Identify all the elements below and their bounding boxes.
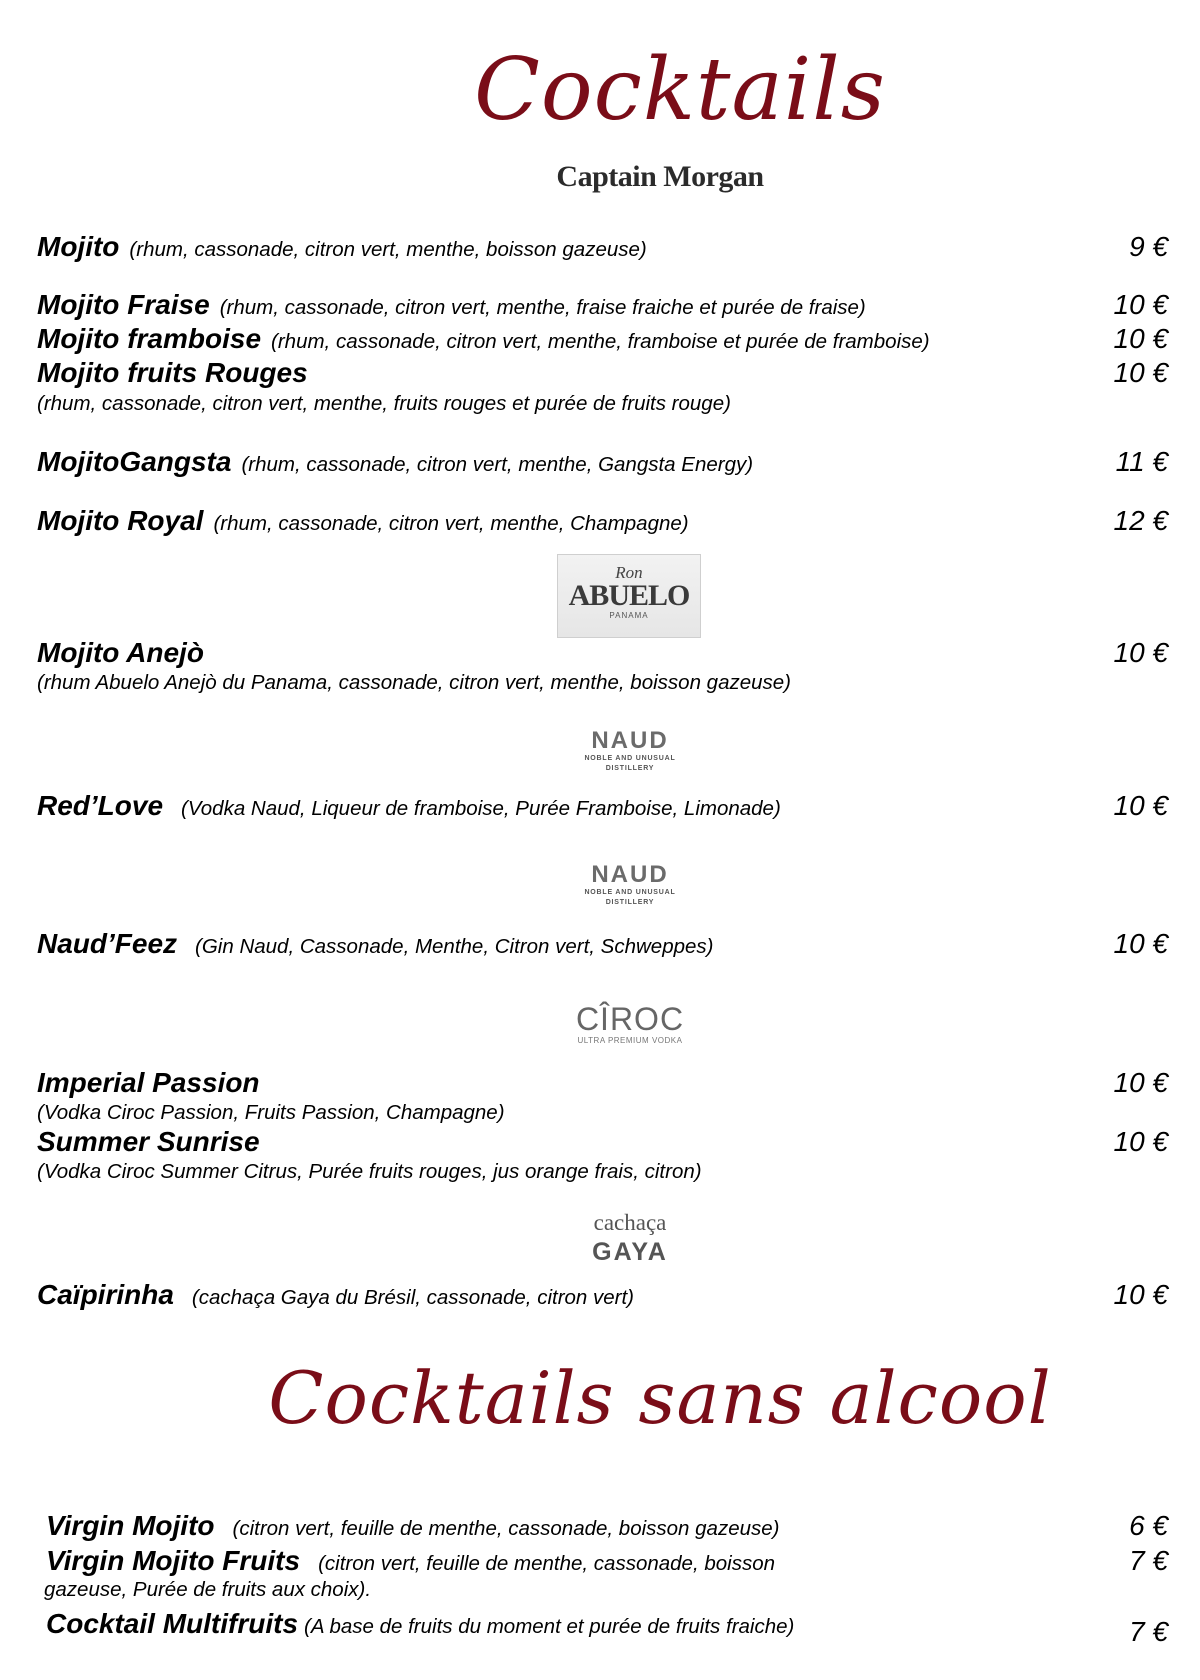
menu-item-mojitogangsta xyxy=(37,446,753,478)
item-description: (cachaça Gaya du Brésil, cassonade, citron vert) xyxy=(191,1286,635,1309)
ciroc-logo xyxy=(530,1002,730,1046)
menu-item-mojito xyxy=(37,231,647,263)
naud-sub-text: NOBLE AND UNUSUAL xyxy=(584,889,676,896)
item-description: (citron vert, feuille de menthe, cassonade, boisson xyxy=(318,1552,776,1575)
naud-sub-text: DISTILLERY xyxy=(605,899,655,906)
item-name: Caïpirinha xyxy=(37,1279,174,1310)
menu-item-cocktail-multifruits xyxy=(46,1608,794,1640)
menu-item-mojito-framboise xyxy=(37,323,930,355)
item-description: (citron vert, feuille de menthe, cassonade, boisson gazeuse) xyxy=(232,1517,780,1540)
menu-item-caipirinha xyxy=(37,1279,634,1311)
naud-logo xyxy=(530,728,730,774)
item-price: 10 € xyxy=(1113,1067,1168,1098)
item-name: Mojito Anejò xyxy=(37,637,204,668)
abuelo-logo xyxy=(557,554,701,638)
menu-item-mojito-fraise xyxy=(37,289,866,321)
gaya-logo xyxy=(530,1210,730,1268)
item-name: Mojito Royal xyxy=(37,505,204,536)
naud-name-text: NAUD xyxy=(591,727,669,754)
abuelo-name-text: ABUELO xyxy=(568,579,690,612)
item-description: (A base de fruits du moment et purée de fruits fraiche) xyxy=(304,1615,795,1638)
item-name: Red’Love xyxy=(37,790,164,821)
menu-item-mojito-fruits-rouges xyxy=(37,357,308,389)
item-name: Virgin Mojito Fruits xyxy=(46,1545,301,1576)
item-description-continued: gazeuse, Purée de fruits aux choix). xyxy=(44,1578,372,1601)
item-price: 11 € xyxy=(1115,446,1168,477)
item-description: (Vodka Naud, Liqueur de framboise, Purée Framboise, Limonade) xyxy=(181,797,781,820)
item-description: (rhum Abuelo Anejò du Panama, cassonade, citron vert, menthe, boisson gazeuse) xyxy=(37,671,791,694)
ciroc-name-text: CÎROC xyxy=(575,1001,685,1037)
item-description: (rhum, cassonade, citron vert, menthe, Gangsta Energy) xyxy=(241,453,754,476)
abuelo-sub-text: PANAMA xyxy=(609,611,649,620)
item-description: (Gin Naud, Cassonade, Menthe, Citron vert, Schweppes) xyxy=(195,935,714,958)
naud-logo xyxy=(530,862,730,908)
abuelo-ron-text: Ron xyxy=(615,563,643,582)
item-price: 10 € xyxy=(1113,637,1168,668)
item-price: 10 € xyxy=(1113,357,1168,388)
item-description: (rhum, cassonade, citron vert, menthe, fruits rouges et purée de fruits rouge) xyxy=(37,392,731,415)
naud-sub-text: NOBLE AND UNUSUAL xyxy=(584,755,676,762)
item-description: (rhum, cassonade, citron vert, menthe, boisson gazeuse) xyxy=(129,238,647,261)
item-name: Mojito xyxy=(37,231,120,262)
menu-item-red-love xyxy=(37,790,781,822)
naud-name-text: NAUD xyxy=(591,861,669,888)
item-price: 10 € xyxy=(1113,928,1168,959)
item-description: (rhum, cassonade, citron vert, menthe, Champagne) xyxy=(213,512,689,535)
item-price: 10 € xyxy=(1113,790,1168,821)
item-name: Imperial Passion xyxy=(37,1067,260,1098)
item-name: MojitoGangsta xyxy=(37,446,232,477)
item-price: 10 € xyxy=(1113,1126,1168,1157)
item-description: (Vodka Ciroc Passion, Fruits Passion, Champagne) xyxy=(37,1101,505,1124)
item-name: Summer Sunrise xyxy=(37,1126,260,1157)
gaya-top-text: cachaça xyxy=(593,1210,667,1235)
item-name: Naud’Feez xyxy=(37,928,178,959)
ciroc-sub-text: ULTRA PREMIUM VODKA xyxy=(577,1036,683,1045)
menu-item-naud-feez xyxy=(37,928,713,960)
item-name: Mojito Fraise xyxy=(37,289,210,320)
menu-item-virgin-mojito-fruits xyxy=(46,1545,775,1577)
item-price: 10 € xyxy=(1113,1279,1168,1310)
menu-item-virgin-mojito xyxy=(46,1510,779,1542)
sans-alcool-title: Cocktails sans alcool xyxy=(268,1356,1052,1440)
item-price: 9 € xyxy=(1129,231,1168,262)
naud-sub-text: DISTILLERY xyxy=(605,765,655,772)
menu-item-mojito-royal xyxy=(37,505,689,537)
menu-title: Cocktails xyxy=(474,40,886,140)
menu-item-mojito-anejo xyxy=(37,637,204,669)
item-name: Mojito framboise xyxy=(37,323,262,354)
item-price: 10 € xyxy=(1113,289,1168,320)
item-description: (rhum, cassonade, citron vert, menthe, fraise fraiche et purée de fraise) xyxy=(219,296,866,319)
gaya-name-text: GAYA xyxy=(592,1238,668,1266)
item-name: Virgin Mojito xyxy=(46,1510,215,1541)
item-price: 10 € xyxy=(1113,323,1168,354)
item-price: 12 € xyxy=(1113,505,1168,536)
item-description: (Vodka Ciroc Summer Citrus, Purée fruits rouges, jus orange frais, citron) xyxy=(37,1160,702,1183)
item-price: 7 € xyxy=(1129,1545,1168,1576)
item-price: 6 € xyxy=(1129,1510,1168,1541)
captain-morgan-logo: Captain Morgan xyxy=(556,160,764,193)
menu-item-imperial-passion xyxy=(37,1067,260,1099)
item-price: 7 € xyxy=(1129,1616,1168,1647)
item-description: (rhum, cassonade, citron vert, menthe, framboise et purée de framboise) xyxy=(271,330,930,353)
menu-item-summer-sunrise xyxy=(37,1126,260,1158)
item-name: Mojito fruits Rouges xyxy=(37,357,308,388)
item-name: Cocktail Multifruits xyxy=(46,1608,299,1639)
